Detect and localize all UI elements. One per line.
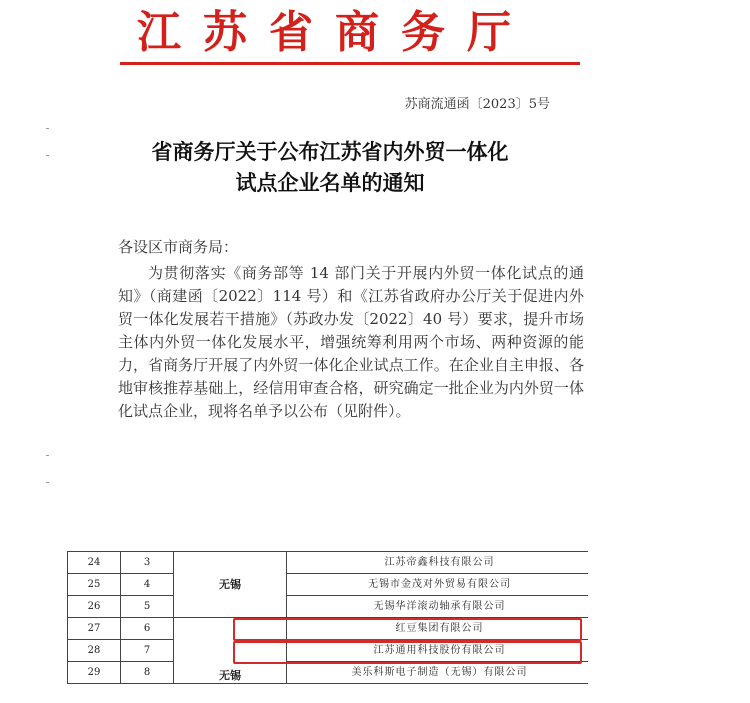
table-row — [68, 574, 589, 596]
notice-body: 为贯彻落实《商务部等 14 部门关于开展内外贸一体化试点的通知》（商建函〔2022〕114 号）和《江苏省政府办公厅关于促进内外贸一体化发展若干措施》（苏政办发〔2022〕40 号）要求，提升市场主体内外贸一体化发展水平，增强统筹利用两个市场、两种资源的能力，省商务厅开展了内外贸一体化企业试点工作。在企业自主申报、各地审核推荐基础上，经信用审查合格，研究确定一批企业为内外贸一体化试点企业，现将名单予以公布（见附件）。 — [118, 264, 584, 420]
company-name: 无锡华洋滚动轴承有限公司 — [287, 596, 589, 618]
table-row — [68, 596, 589, 618]
region-cell: 无锡 — [174, 552, 287, 618]
company-name: 江苏通用科技股份有限公司 — [287, 640, 589, 662]
row-sub-number: 5 — [121, 596, 174, 618]
row-number: 27 — [68, 618, 121, 640]
margin-mark — [46, 128, 49, 129]
row-number: 24 — [68, 552, 121, 574]
row-sub-number: 4 — [121, 574, 174, 596]
margin-mark — [46, 482, 49, 483]
highlight-box — [233, 641, 582, 664]
row-sub-number: 6 — [121, 618, 174, 640]
letterhead-issuer: 江苏省商务厅 — [137, 7, 533, 58]
company-name: 江苏帝鑫科技有限公司 — [287, 552, 589, 574]
table-row — [68, 552, 589, 574]
row-number: 29 — [68, 662, 121, 684]
table-row — [68, 662, 589, 684]
company-name: 美乐科斯电子制造（无锡）有限公司 — [287, 662, 589, 684]
row-sub-number: 8 — [121, 662, 174, 684]
margin-mark — [46, 155, 49, 156]
company-name: 红豆集团有限公司 — [287, 618, 589, 640]
salutation: 各设区市商务局： — [118, 238, 239, 256]
region-cell: 无锡 — [174, 618, 287, 684]
highlight-box — [233, 618, 582, 641]
row-number: 26 — [68, 596, 121, 618]
margin-mark — [46, 455, 49, 456]
notice-title-line2: 试点企业名单的通知 — [235, 170, 425, 195]
row-number: 25 — [68, 574, 121, 596]
row-number: 28 — [68, 640, 121, 662]
company-name: 无锡市金茂对外贸易有限公司 — [287, 574, 589, 596]
notice-title-line1: 省商务厅关于公布江苏省内外贸一体化 — [151, 139, 509, 164]
letterhead-red-rule — [120, 62, 580, 65]
document-number: 苏商流通函〔2023〕5号 — [404, 97, 550, 112]
row-sub-number: 3 — [121, 552, 174, 574]
row-sub-number: 7 — [121, 640, 174, 662]
